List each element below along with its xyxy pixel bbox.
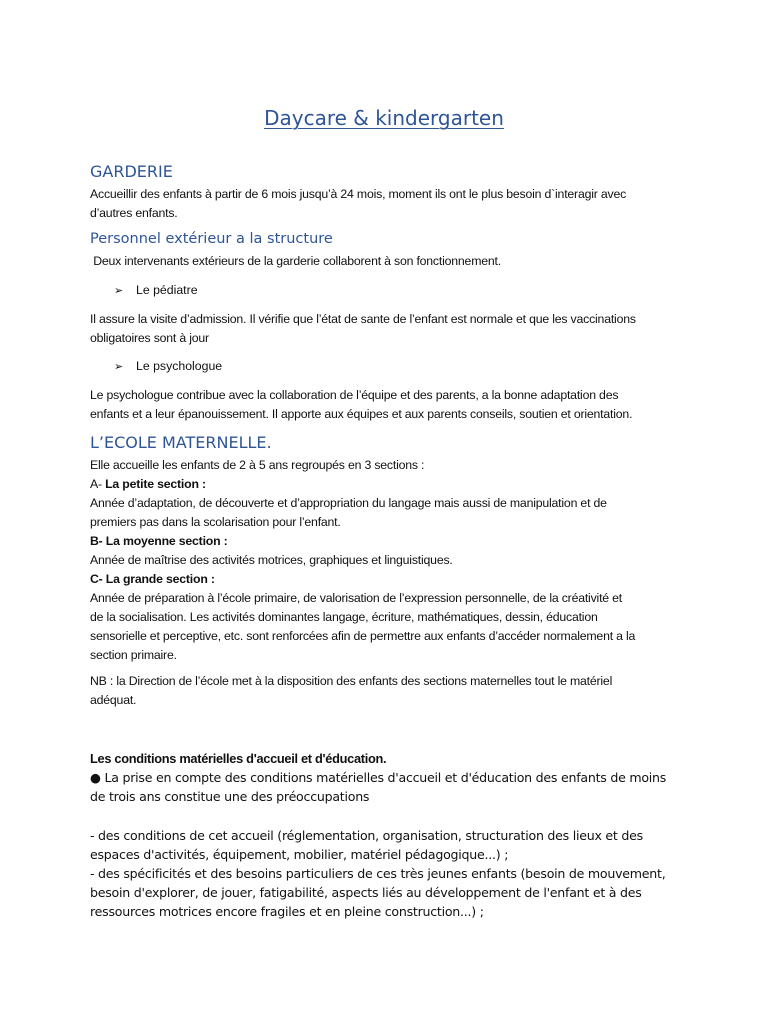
heading-garderie: GARDERIE (90, 162, 173, 181)
text-line: ressources motrices encore fragiles et en pleine construction...) ; (90, 904, 484, 919)
text-line: obligatoires sont à jour (90, 331, 209, 345)
section-a-label: La petite section : (105, 477, 206, 491)
text-line: Il assure la visite d’admission. Il vérifie que l’état de sante de l’enfant est normale et que les vaccinations (90, 312, 636, 326)
garderie-intro (90, 185, 690, 223)
text-line: - des conditions de cet accueil (réglementation, organisation, structuration des lieux et des (90, 828, 643, 843)
bullet-label: Le pédiatre (136, 283, 198, 297)
personnel-intro (90, 252, 690, 271)
pediatre-text (90, 310, 690, 348)
text-line: ● La prise en compte des conditions matérielles d'accueil et d'éducation des enfants de moins (90, 770, 667, 785)
text-line: Année de maîtrise des activités motrices, graphiques et linguistiques. (90, 553, 453, 567)
text-line: de la socialisation. Les activités dominantes langage, écriture, mathématiques, dessin, éducation (90, 610, 598, 624)
bullet-pediatre (114, 281, 198, 300)
text-line: sensorielle et perceptive, etc. sont renforcées afin de permettre aux enfants d’accéder normalement a la (90, 629, 636, 643)
arrow-bullet-icon: ➢ (114, 360, 124, 373)
text-line: espaces d'activités, équipement, mobilier, matériel pédagogique...) ; (90, 847, 509, 862)
text-line: Le psychologue contribue avec la collaboration de l’équipe et des parents, a la bonne adaptation des (90, 388, 619, 402)
text-line: NB : la Direction de l’école met à la disposition des enfants des sections maternelles tout le matériel (90, 674, 613, 688)
text-line: section primaire. (90, 648, 177, 662)
text-line: - des spécificités et des besoins particuliers de ces très jeunes enfants (besoin de mouvement, (90, 866, 666, 881)
text-line: Année de préparation à l’école primaire, de valorisation de l’expression personnelle, de la créativité et (90, 591, 623, 605)
text-line: Année d’adaptation, de découverte et d’appropriation du langage mais aussi de manipulation et de (90, 496, 607, 510)
nb-note (90, 672, 690, 710)
page-title: Daycare & kindergarten (264, 106, 504, 130)
text-line: Elle accueille les enfants de 2 à 5 ans regroupés en 3 sections : (90, 458, 425, 472)
heading-personnel: Personnel extérieur a la structure (90, 231, 333, 247)
bullet-label: Le psychologue (136, 359, 223, 373)
conditions-bullet (90, 768, 690, 806)
heading-conditions: Les conditions matérielles d'accueil et d'éducation. (90, 751, 387, 766)
section-c-heading: C- La grande section : (90, 572, 215, 586)
text-line: adéquat. (90, 693, 137, 707)
section-b-heading: B- La moyenne section : (90, 534, 228, 548)
ecole-body (90, 456, 690, 665)
text-line: premiers pas dans la scolarisation pour l’enfant. (90, 515, 341, 529)
heading-ecole-maternelle: L’ECOLE MATERNELLE. (90, 433, 272, 452)
text-line: Accueillir des enfants à partir de 6 mois jusqu’à 24 mois, moment ils ont le plus besoin d`interagir avec (90, 187, 627, 201)
text-line: Deux intervenants extérieurs de la garderie collaborent à son fonctionnement. (90, 254, 501, 268)
arrow-bullet-icon: ➢ (114, 284, 124, 297)
psychologue-text (90, 386, 690, 424)
bullet-psychologue (114, 357, 222, 376)
text-line: besoin d'explorer, de jouer, fatigabilité, aspects liés au développement de l'enfant et à des (90, 885, 642, 900)
section-a-prefix: A- (90, 477, 106, 491)
conditions-items (90, 826, 690, 921)
text-line: de trois ans constitue une des préoccupations (90, 789, 370, 804)
text-line: enfants et a leur épanouissement. Il apporte aux équipes et aux parents conseils, soutien et orientation. (90, 407, 633, 421)
section-a-heading (90, 475, 690, 494)
text-line: d’autres enfants. (90, 206, 178, 220)
